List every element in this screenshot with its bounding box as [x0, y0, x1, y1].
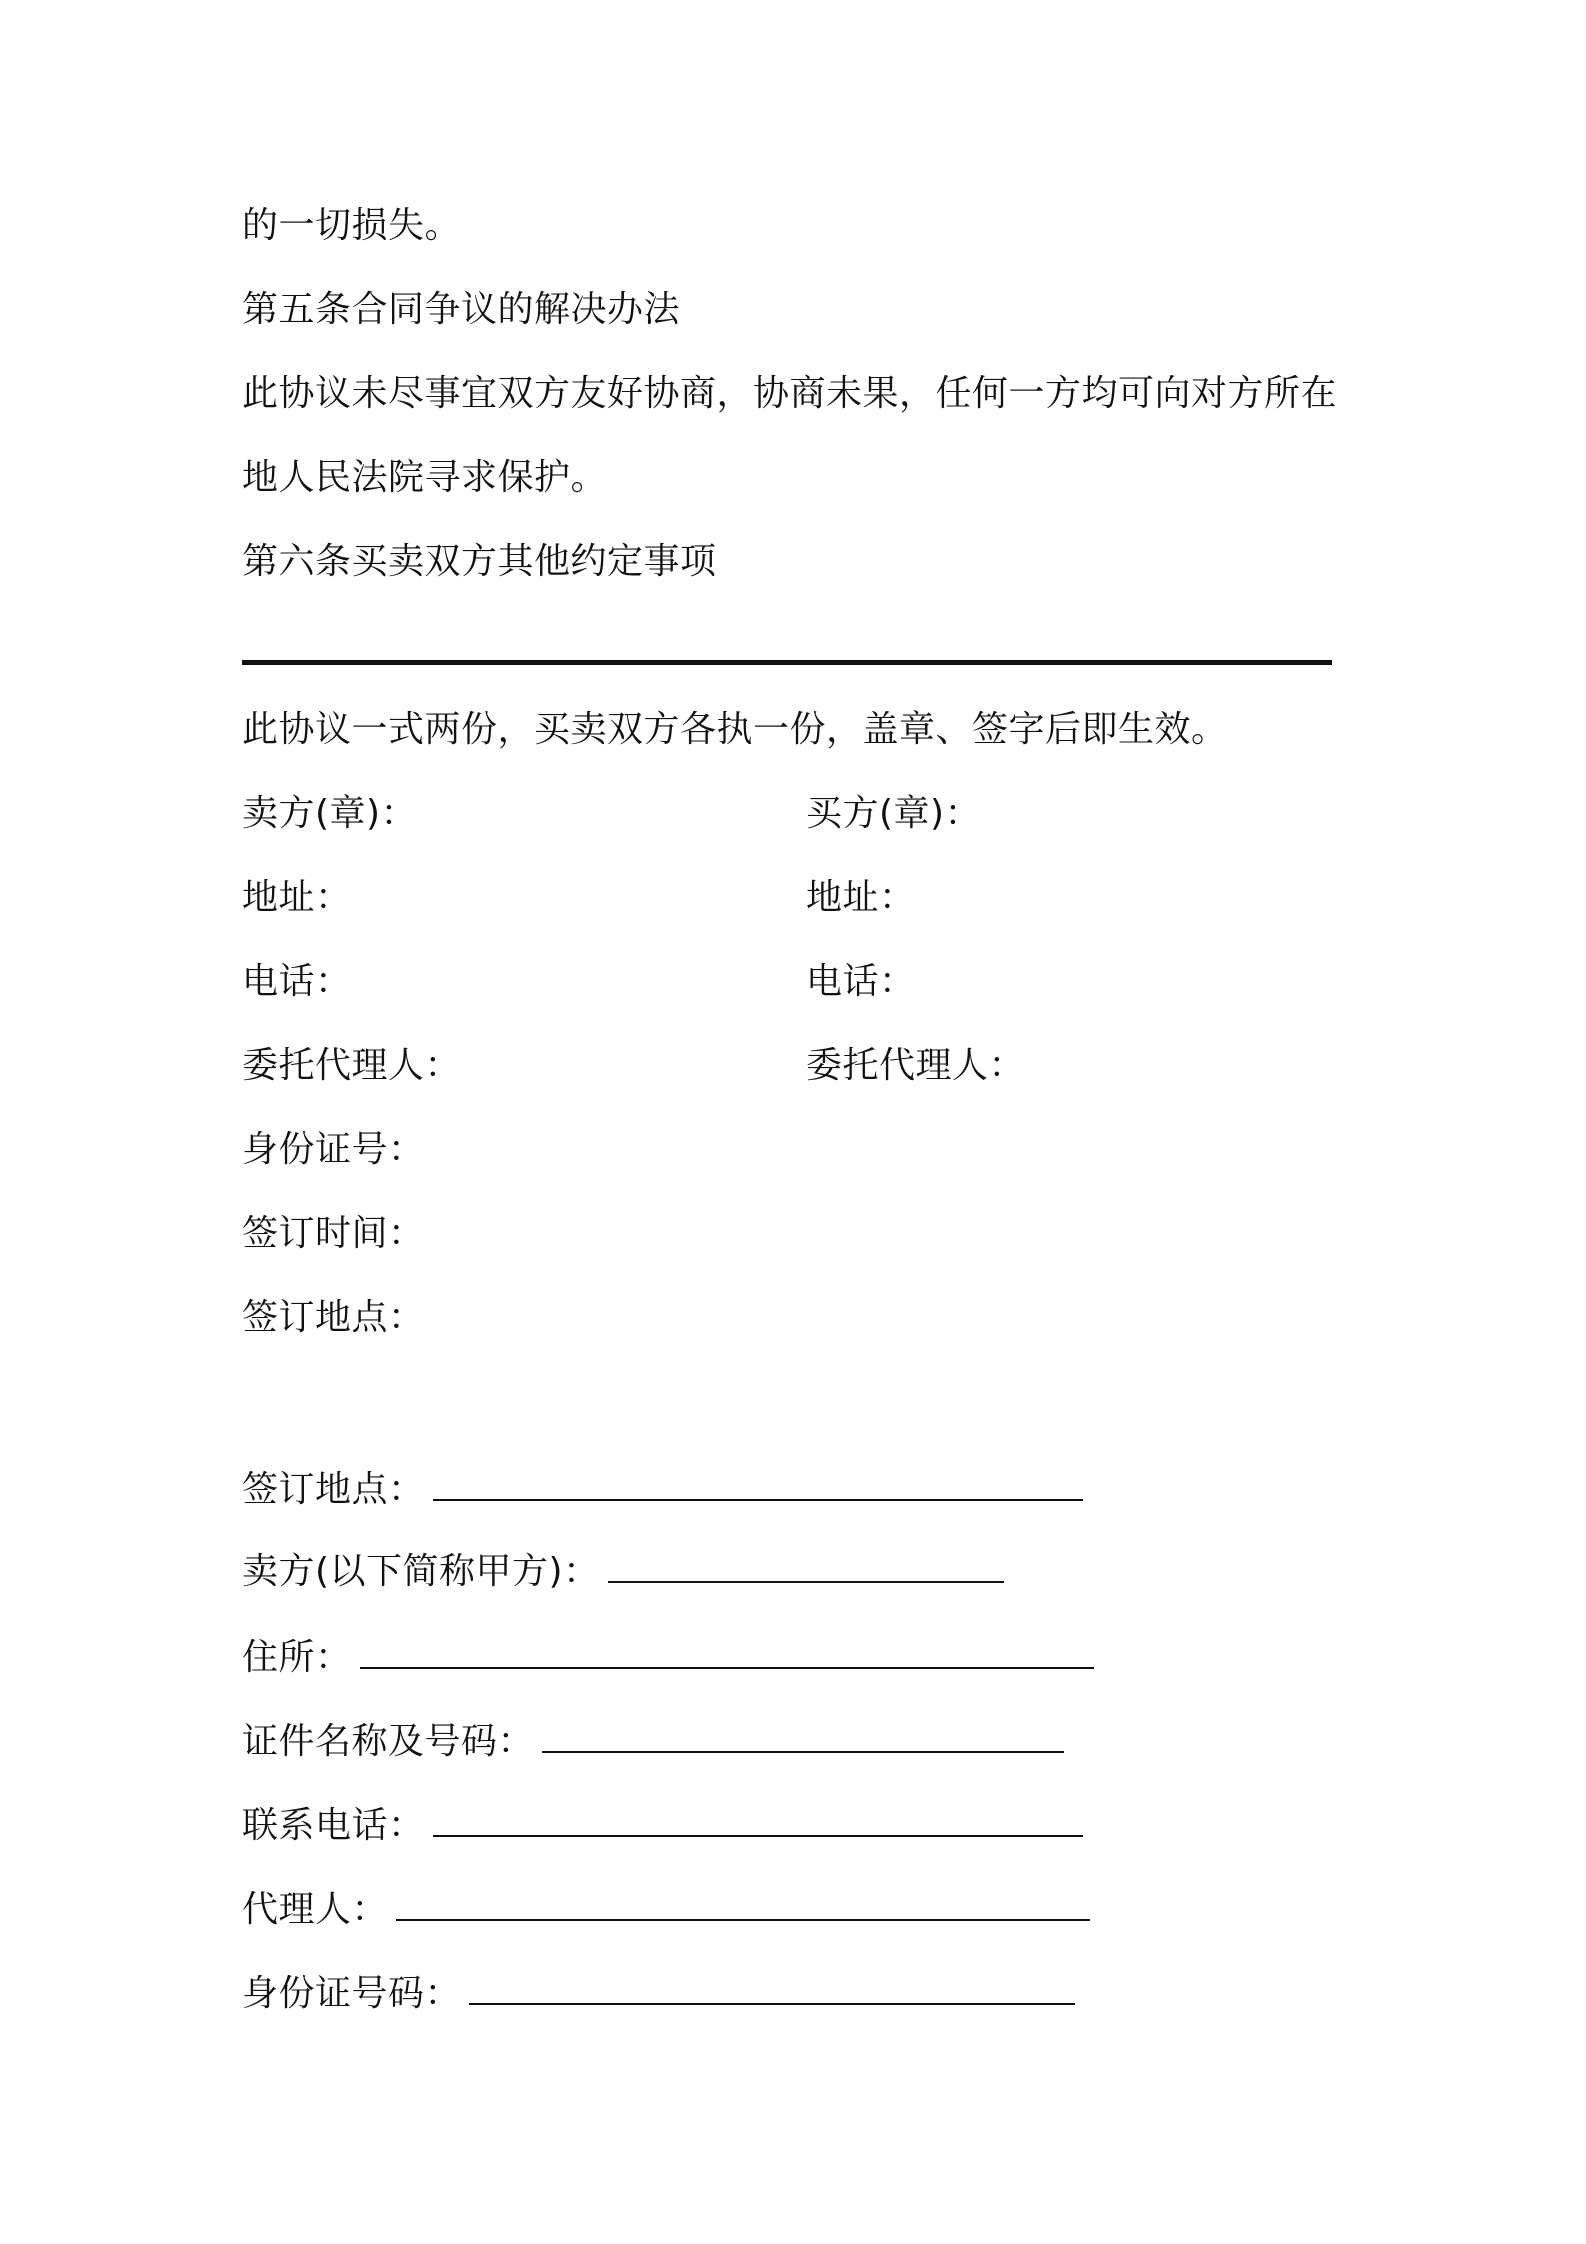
form-residence-label: 住所：: [242, 1637, 352, 1678]
form-row-agent: [242, 1886, 1090, 1934]
form-id-doc-blank: [542, 1721, 1064, 1753]
form-place-blank: [433, 1469, 1083, 1501]
sign-time-label: 签订时间：: [242, 1213, 425, 1254]
buyer-seal-label: 买方(章)：: [806, 793, 982, 834]
form-place-label: 签订地点：: [242, 1469, 425, 1510]
form-seller-blank: [608, 1551, 1004, 1583]
form-id-code-blank: [469, 1973, 1075, 2005]
form-row-seller: [242, 1548, 1004, 1596]
form-row-place: [242, 1466, 1083, 1514]
form-agent-blank: [396, 1889, 1090, 1921]
form-id-doc-label: 证件名称及号码：: [242, 1721, 535, 1762]
seller-address-label: 地址：: [242, 877, 352, 918]
buyer-phone-label: 电话：: [806, 961, 916, 1002]
id-number-label: 身份证号：: [242, 1129, 425, 1170]
buyer-address-label: 地址：: [806, 877, 916, 918]
form-contact-phone-label: 联系电话：: [242, 1805, 425, 1846]
paragraph-dispute-line2: 地人民法院寻求保护。: [242, 457, 608, 498]
paragraph-dispute-line1: 此协议未尽事宜双方友好协商，协商未果，任何一方均可向对方所在: [242, 373, 1338, 414]
form-row-contact-phone: [242, 1802, 1083, 1850]
form-seller-label: 卖方(以下简称甲方)：: [242, 1551, 600, 1592]
form-contact-phone-blank: [433, 1805, 1083, 1837]
form-residence-blank: [360, 1637, 1094, 1669]
form-agent-label: 代理人：: [242, 1889, 389, 1930]
form-row-id-doc: [242, 1718, 1064, 1766]
buyer-agent-label: 委托代理人：: [806, 1045, 1026, 1086]
paragraph-loss: 的一切损失。: [242, 205, 462, 246]
seller-phone-label: 电话：: [242, 961, 352, 1002]
form-row-residence: [242, 1634, 1094, 1682]
paragraph-copies: 此协议一式两份，买卖双方各执一份，盖章、签字后即生效。: [242, 709, 1228, 750]
fill-in-rule: [242, 660, 1332, 665]
form-id-code-label: 身份证号码：: [242, 1973, 462, 2014]
sign-place-label: 签订地点：: [242, 1297, 425, 1338]
heading-article-6: 第六条买卖双方其他约定事项: [242, 541, 717, 582]
heading-article-5: 第五条合同争议的解决办法: [242, 289, 681, 330]
seller-seal-label: 卖方(章)：: [242, 793, 418, 834]
seller-agent-label: 委托代理人：: [242, 1045, 462, 1086]
form-row-id-code: [242, 1970, 1075, 2018]
